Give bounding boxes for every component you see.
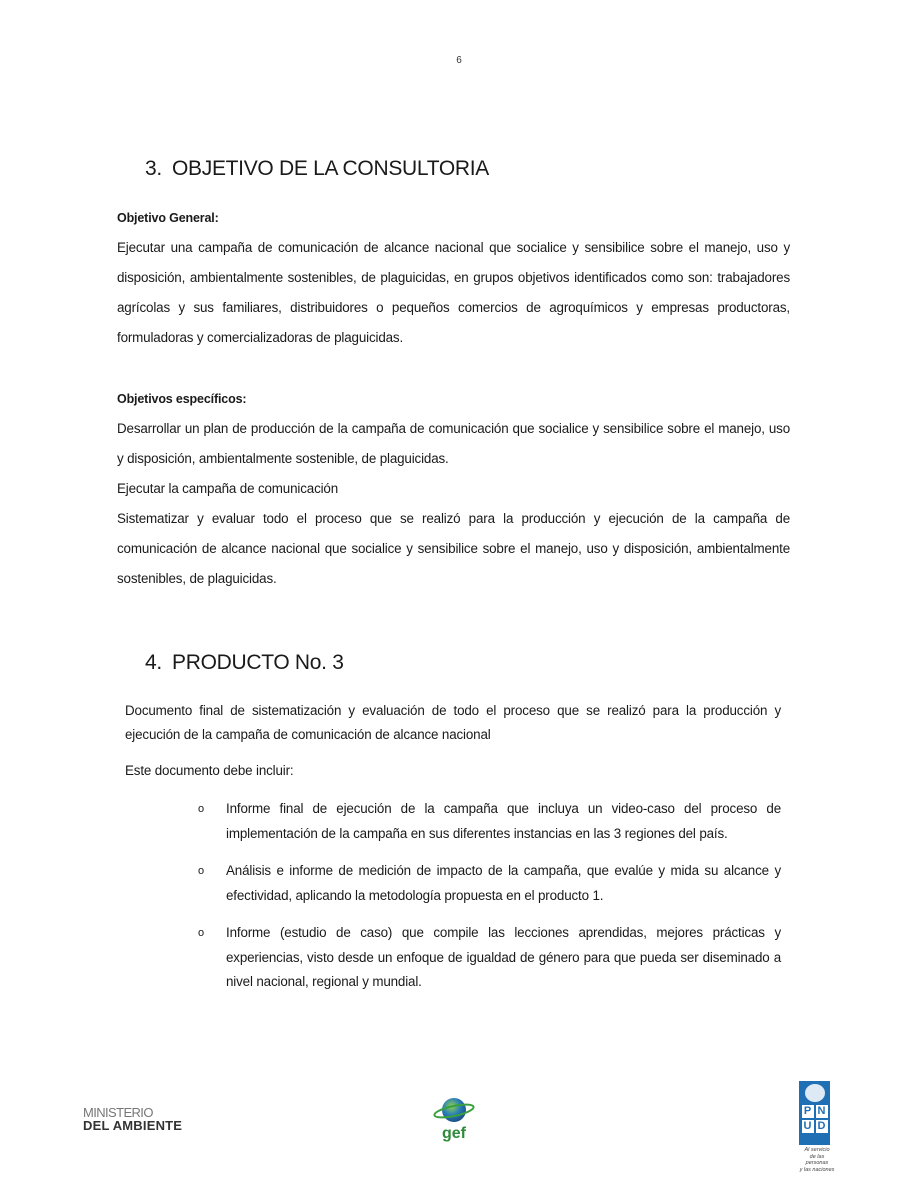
section-4-heading bbox=[145, 651, 344, 675]
pnud-letter: P bbox=[802, 1105, 814, 1118]
objetivo-especifico-item: Sistematizar y evaluar todo el proceso que se realizó para la producción y ejecución de la campaña de comunicación de alcance nacional que socialice y sensibilice sobre el manejo, uso y disposición, ambientalmente sostenibles, de plaguicidas. bbox=[117, 511, 790, 586]
section-3-number: 3. bbox=[145, 157, 162, 180]
list-item-text: Informe (estudio de caso) que compile las lecciones aprendidas, mejores prácticas y experiencias, visto desde un enfoque de igualdad de género para que pueda ser diseminado a nivel nacional, regional y mundial. bbox=[226, 925, 781, 989]
ministerio-del-ambiente-logo bbox=[83, 1106, 182, 1132]
globe-icon bbox=[432, 1094, 476, 1126]
pnud-logo bbox=[799, 1081, 835, 1173]
list-item bbox=[198, 921, 781, 995]
ministerio-line1: MINISTERIO bbox=[83, 1105, 153, 1120]
producto-intro: Documento final de sistematización y evaluación de todo el proceso que se realizó para la producción y ejecución de la campaña de comunicación de alcance nacional bbox=[125, 703, 781, 742]
circle-bullet-icon: o bbox=[198, 927, 204, 939]
section-4-number: 4. bbox=[145, 651, 162, 674]
section-3-title: OBJETIVO DE LA CONSULTORIA bbox=[172, 157, 490, 180]
list-item-text: Análisis e informe de medición de impacto de la campaña, que evalúe y mida su alcance y efectividad, aplicando la metodología propuesta en el producto 1. bbox=[226, 863, 781, 903]
section-4-title: PRODUCTO No. 3 bbox=[172, 651, 344, 674]
gef-logo bbox=[432, 1094, 476, 1143]
pnud-letter: U bbox=[802, 1120, 814, 1133]
list-item-text: Informe final de ejecución de la campaña que incluya un video-caso del proceso de implementación de la campaña en sus diferentes instancias en las 3 regiones del país. bbox=[226, 801, 781, 841]
objetivo-especifico-item: Ejecutar la campaña de comunicación bbox=[117, 481, 339, 496]
circle-bullet-icon: o bbox=[198, 803, 204, 815]
pnud-box bbox=[799, 1081, 830, 1145]
objetivo-especifico-item: Desarrollar un plan de producción de la campaña de comunicación que socialice y sensibilice sobre el manejo, uso y disposición, ambientalmente sostenible, de plaguicidas. bbox=[117, 421, 790, 466]
pnud-letter: D bbox=[816, 1120, 828, 1133]
producto-intro-block bbox=[125, 699, 781, 783]
list-item bbox=[198, 859, 781, 908]
deliverables-list bbox=[198, 797, 781, 1008]
pnud-tagline-line: de las personas bbox=[805, 1153, 829, 1166]
section-3-heading bbox=[145, 157, 489, 181]
objetivo-general-label: Objetivo General: bbox=[117, 211, 219, 225]
pnud-tagline-line: Al servicio bbox=[804, 1147, 830, 1153]
ministerio-line2: DEL AMBIENTE bbox=[83, 1118, 183, 1133]
objetivos-especificos-label: Objetivos específicos: bbox=[117, 392, 247, 406]
objetivo-general-block bbox=[117, 203, 790, 353]
pnud-tagline bbox=[799, 1147, 835, 1173]
pnud-letter: N bbox=[816, 1105, 828, 1118]
un-emblem-icon bbox=[805, 1084, 825, 1102]
pnud-tagline-line: y las naciones bbox=[799, 1166, 835, 1173]
page-number: 6 bbox=[456, 55, 462, 66]
circle-bullet-icon: o bbox=[198, 865, 204, 877]
list-item bbox=[198, 797, 781, 846]
objetivo-general-text: Ejecutar una campaña de comunicación de alcance nacional que socialice y sensibilice sobre el manejo, uso y disposición, ambientalmente sostenibles, de plaguicidas, en grupos objetivos identificados como son: trabajadores agrícolas y sus familiares, distribuidores o pequeños comercios de agroquímicos y empresas productoras, formuladoras y comercializadoras de plaguicidas. bbox=[117, 240, 790, 345]
objetivos-especificos-block bbox=[117, 384, 790, 594]
includes-label: Este documento debe incluir: bbox=[125, 763, 294, 778]
gef-text: gef bbox=[442, 1125, 466, 1142]
